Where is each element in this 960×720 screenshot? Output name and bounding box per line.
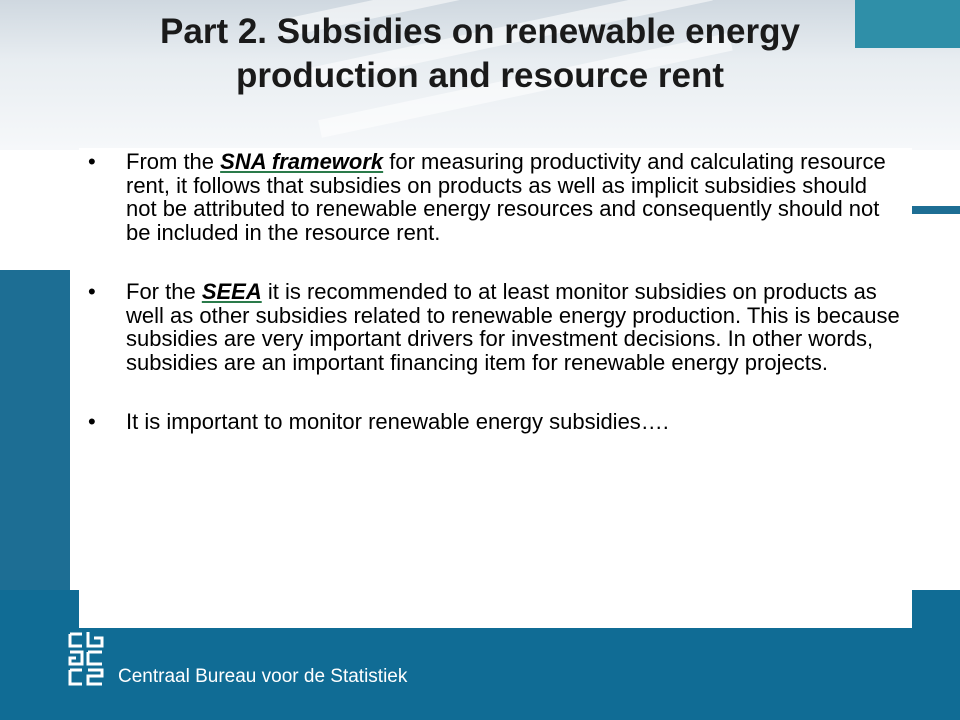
- bullet-text-post: it is recommended to at least monitor subsidies on products as well as other subsidies related to renewable energy production. This is because subsidies are very important drivers for investment decisions. In other words, subsidies are an important financing item for renewable energy projects.: [126, 279, 900, 375]
- right-accent-bar: [912, 206, 960, 214]
- bullet-text-pre: From the: [126, 149, 221, 174]
- slide-title: [40, 10, 920, 98]
- bullet-text-post: for measuring productivity and calculating resource rent, it follows that subsidies on products as well as implicit subsidies should not be attributed to renewable energy resources and consequently should not be included in the resource rent.: [126, 149, 886, 245]
- title-line-2: production and resource rent: [235, 56, 725, 95]
- organization-name: Centraal Bureau voor de Statistiek: [118, 666, 408, 687]
- bullet-item: [88, 280, 903, 374]
- left-blue-panel: [0, 270, 70, 590]
- bullet-text-pre: For the: [126, 279, 202, 304]
- title-line-1: Part 2. Subsidies on renewable energy: [160, 12, 800, 51]
- bullet-item: [88, 410, 903, 434]
- sna-framework-link[interactable]: SNA framework: [220, 149, 384, 174]
- bullet-list: [88, 150, 903, 470]
- bullet-item: [88, 150, 903, 244]
- cbs-logo-icon: [68, 630, 106, 686]
- seea-link[interactable]: SEEA: [201, 279, 262, 304]
- bullet-text: It is important to monitor renewable energy subsidies….: [126, 409, 669, 434]
